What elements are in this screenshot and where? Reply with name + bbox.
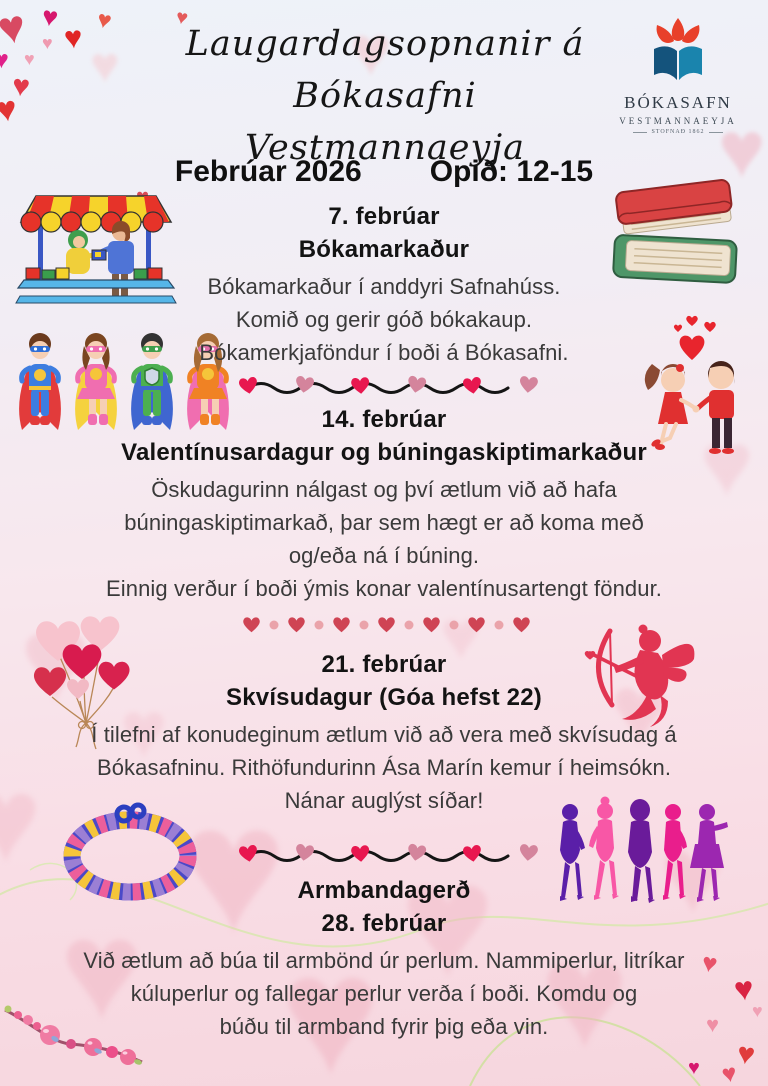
event-2-date: 14. febrúar	[321, 406, 447, 433]
event-2	[0, 403, 768, 605]
logo-established-row	[608, 129, 748, 135]
event-2-title: Valentínusardagur og búningaskiptimarkaður	[121, 439, 647, 466]
event-3-line-1: Í tilefni af konudeginum ætlum við að vera með skvísudag á	[91, 722, 677, 747]
event-2-line-4: Einnig verður í boði ýmis konar valentínusartengt föndur.	[105, 576, 662, 601]
event-4-line-2: kúluperlur og fallegar perlur verða í boði. Komdu og	[130, 981, 638, 1006]
month-header: Febrúar 2026	[174, 155, 362, 188]
event-4-title: Armbandagerð	[297, 877, 471, 904]
event-3-title: Skvísudagur (Góa hefst 22)	[226, 684, 542, 711]
event-1-line-3: Bókamerkjaföndur í boði á Bókasafni.	[199, 340, 569, 365]
event-1-line-2: Komið og gerir góð bókakaup.	[235, 307, 533, 332]
event-3-line-2: Bókasafninu. Rithöfundurinn Ása Marín kemur í heimsókn.	[96, 755, 672, 780]
wavy-heart-divider-2	[234, 838, 554, 874]
wavy-heart-divider	[234, 370, 554, 406]
poster-title-line2: Bókasafni Vestmannaeyja	[244, 76, 525, 168]
logo-subname: VESTMANNAEYJA	[619, 116, 737, 126]
event-2-line-3: og/eða ná í búning.	[288, 543, 480, 568]
poster-title	[150, 18, 620, 174]
logo-rule-right	[709, 132, 723, 133]
event-1-date: 7. febrúar	[328, 203, 440, 230]
event-4-line-1: Við ætlum að búa til armbönd úr perlum. Nammiperlur, litríkar	[83, 948, 685, 973]
event-4-date: 28. febrúar	[321, 910, 447, 937]
event-1	[0, 200, 768, 369]
library-logo	[608, 16, 748, 135]
poster-title-line1: Laugardagsopnanir á	[185, 24, 585, 64]
logo-name: BÓKASAFN	[624, 93, 732, 112]
logo-rule-left	[633, 132, 647, 133]
hours-header: Opið: 12-15	[429, 155, 594, 188]
event-1-title: Bókamarkaður	[298, 236, 470, 263]
event-4-line-3: búðu til armband fyrir þig eða vin.	[219, 1014, 549, 1039]
hearts-row-divider	[236, 612, 536, 640]
event-3-line-3: Nánar auglýst síðar!	[284, 788, 484, 813]
library-logo-icon	[641, 16, 715, 86]
bead-string-illustration	[0, 982, 145, 1077]
logo-established: STOFNAÐ 1862	[651, 129, 705, 135]
event-1-line-1: Bókamarkaður í anddyri Safnahúss.	[207, 274, 561, 299]
event-2-line-1: Öskudagurinn nálgast og því ætlum við að hafa	[151, 477, 617, 502]
event-2-line-2: búningaskiptimarkað, þar sem hægt er að koma með	[124, 510, 644, 535]
event-3-date: 21. febrúar	[321, 651, 447, 678]
